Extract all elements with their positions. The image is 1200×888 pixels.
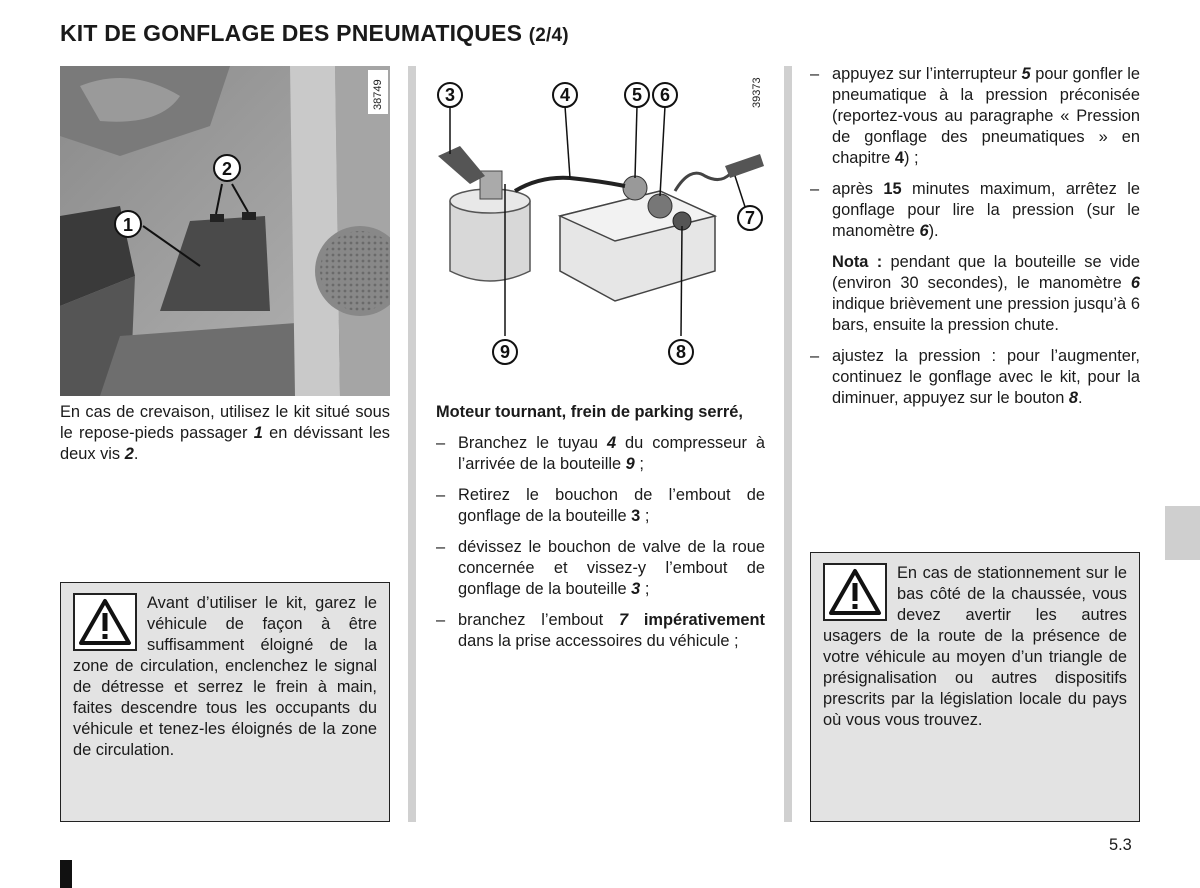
column-rule-1 <box>408 66 416 822</box>
warning-triangle-icon <box>823 563 887 621</box>
step-switch-on: – appuyez sur l’interrupteur 5 pour gonfler le pneumatique à la pression préconisée (reportez-vous au paragraphe « Pression de gonflage des pneumatiques » en chapitre 4) ; <box>810 65 1140 167</box>
title-main: KIT DE GONFLAGE DES PNEUMATIQUES <box>60 20 523 46</box>
corner-mark <box>60 860 72 888</box>
nota: Nota : pendant que la bouteille se vide (environ 30 secondes), le manomètre 6 indique brièvement une pression jusqu’à 6 bars, ensuite la pression chute. <box>832 253 1140 334</box>
footwell-photo <box>60 66 390 396</box>
kit-diagram <box>430 66 770 376</box>
warning-2-text: En cas de stationnement sur le bas côté de la chaussée, vous devez avertir les autres usagers de la route de la présence de votre véhicule au moyen d’un triangle de présignalisation ou autres dispositifs prescrits par la législation locale du pays où vous vous trouvez. <box>823 564 1127 729</box>
warning-1-text: Avant d’utiliser le kit, garez le véhicule de façon à être suffisamment éloigné de la zone de circulation, enclenchez le signal de détresse et serrez le frein à main, faites descendre tous les occupants du véhicule et tenez-les éloignés de la zone de circulation. <box>73 594 377 759</box>
callout-3: 3 <box>444 85 456 105</box>
step-connect-hose: – Branchez le tuyau 4 du compresseur à l’arrivée de la bouteille 9 ; <box>436 434 766 473</box>
step-adjust: – ajustez la pression : pour l’augmenter, continuez le gonflage avec le kit, pour la diminuer, appuyez sur le bouton 8. <box>810 347 1140 407</box>
callout-8: 8 <box>675 342 687 362</box>
column-2-text <box>436 402 765 662</box>
kit-illustration <box>430 66 770 376</box>
callout-7: 7 <box>744 208 756 228</box>
footwell-illustration <box>60 66 390 396</box>
photo-callout-2: 2 <box>221 159 233 179</box>
page-title <box>60 20 569 47</box>
callout-9: 9 <box>499 342 511 362</box>
step-valve: – dévissez le bouchon de valve de la roue concernée et vissez-y l’embout de gonflage de la bouteille 3 ; <box>436 538 765 598</box>
column-1-text <box>60 402 390 465</box>
column-rule-2 <box>784 66 792 822</box>
chapter-tab <box>1165 506 1200 560</box>
photo-callout-1: 1 <box>122 215 134 235</box>
callout-4: 4 <box>559 85 571 105</box>
warning-box-parking <box>810 552 1140 822</box>
column-3-text <box>810 64 1140 419</box>
diagram-reference: 39373 <box>751 77 763 108</box>
photo-reference: 38749 <box>372 79 384 110</box>
title-part: (2/4) <box>528 25 569 46</box>
step-remove-cap: – Retirez le bouchon de l’embout de gonflage de la bouteille 3 ; <box>436 486 765 525</box>
callout-5: 5 <box>631 85 643 105</box>
warning-triangle-icon <box>73 593 137 651</box>
col1-paragraph: En cas de crevaison, utilisez le kit situé sous le repose-pieds passager 1 en dévissant les deux vis 2. <box>60 403 391 463</box>
callout-6: 6 <box>659 85 671 105</box>
warning-box-safety <box>60 582 390 822</box>
procedure-lead: Moteur tournant, frein de parking serré, <box>436 403 743 421</box>
page-number: 5.3 <box>1109 836 1132 854</box>
step-stop-read: – après 15 minutes maximum, arrêtez le gonflage pour lire la pression (sur le manomètre 6). <box>810 180 1140 240</box>
step-plug-in: – branchez l’embout 7 impérativement dans la prise accessoires du véhicule ; <box>436 611 765 650</box>
